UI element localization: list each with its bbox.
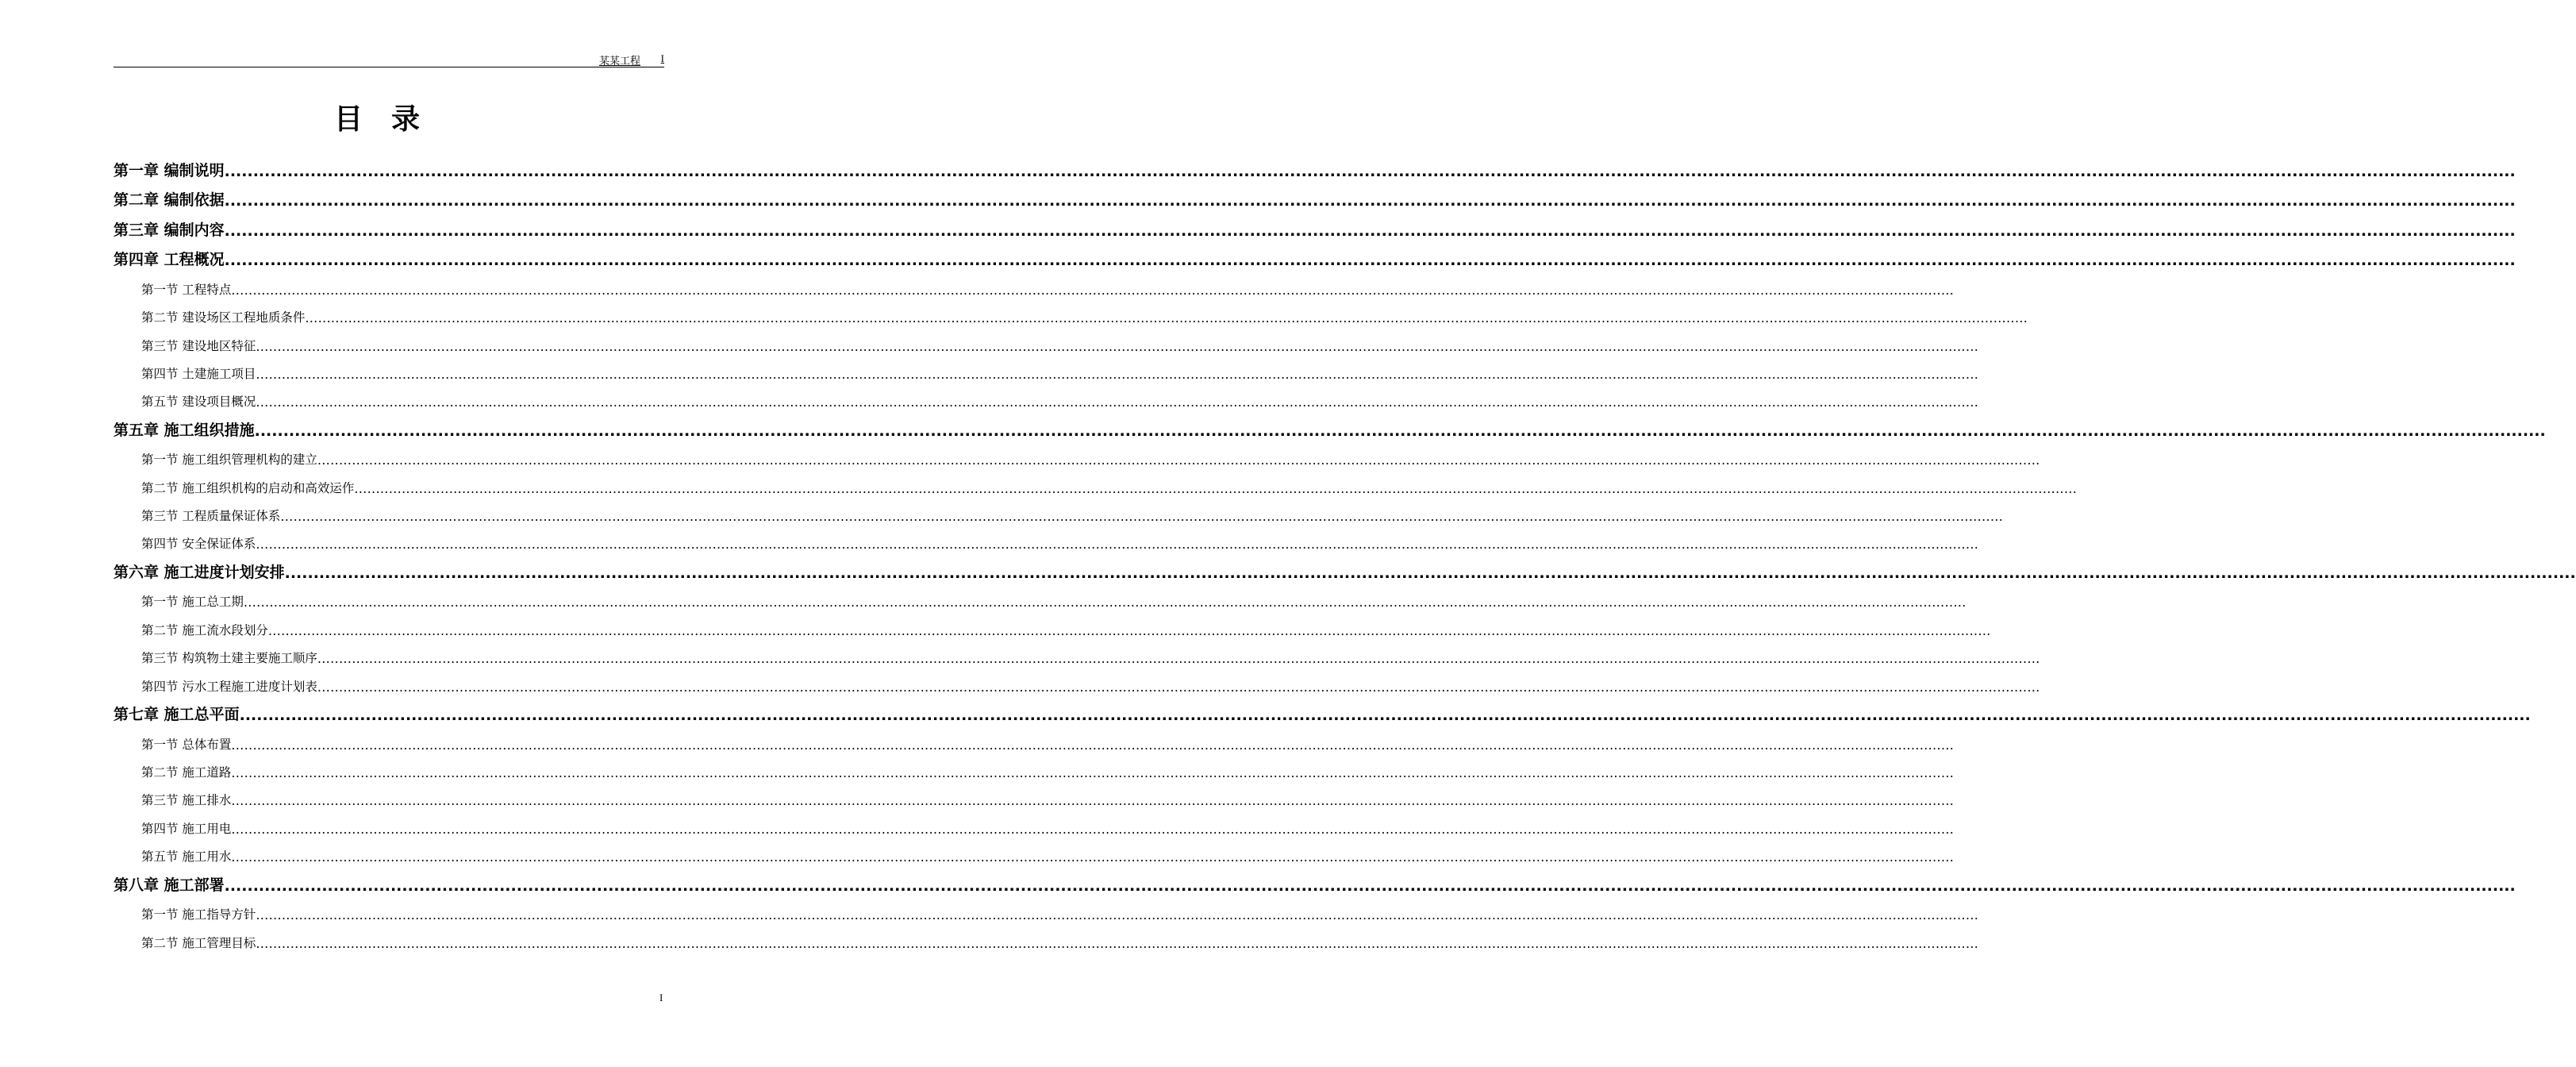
toc-dot-leader: ................................................................................................................................................................................................................................................................................................................................................................................................................ [224,162,2516,180]
toc-entry-label: 第五节 施工用水 [141,849,232,865]
toc-section-entry[interactable] [113,355,1979,383]
toc-entry-label: 第四节 安全保证体系 [141,537,256,552]
toc-dot-leader: ................................................................................................................................................................................................................................................................................................................................................................................................................ [256,908,1979,923]
toc-entry-label: 第四章 工程概况 [113,251,225,269]
toc-section-entry[interactable] [113,611,1991,638]
toc-dot-leader: ................................................................................................................................................................................................................................................................................................................................................................................................................ [256,936,1979,951]
toc-dot-leader: ................................................................................................................................................................................................................................................................................................................................................................................................................ [254,422,2546,440]
toc-chapter-entry[interactable] [113,553,2576,583]
toc-dot-leader: ................................................................................................................................................................................................................................................................................................................................................................................................................ [317,652,2040,667]
toc-section-entry[interactable] [113,667,2040,695]
toc-dot-leader: ................................................................................................................................................................................................................................................................................................................................................................................................................ [317,453,2040,468]
toc-entry-label: 第一章 编制说明 [113,161,225,179]
toc-chapter-entry[interactable] [113,210,2516,241]
toc-dot-leader: ................................................................................................................................................................................................................................................................................................................................................................................................................ [305,311,2028,326]
toc-dot-leader: ................................................................................................................................................................................................................................................................................................................................................................................................................ [231,738,1955,753]
toc-entry-label: 第七章 施工总平面 [113,706,240,724]
toc-dot-leader: ................................................................................................................................................................................................................................................................................................................................................................................................................ [224,876,2516,895]
toc-dot-leader: ................................................................................................................................................................................................................................................................................................................................................................................................................ [256,395,1979,410]
toc-section-entry[interactable] [113,299,2028,326]
toc-section-entry[interactable] [113,525,1979,553]
toc-chapter-entry[interactable] [113,181,2516,211]
toc-dot-leader: ................................................................................................................................................................................................................................................................................................................................................................................................................ [280,510,2004,525]
toc-dot-leader: ................................................................................................................................................................................................................................................................................................................................................................................................................ [224,221,2516,240]
toc-dot-leader: ................................................................................................................................................................................................................................................................................................................................................................................................................ [231,850,1955,865]
toc-entry-label: 第六章 施工进度计划安排 [113,564,285,582]
toc-dot-leader: ................................................................................................................................................................................................................................................................................................................................................................................................................ [284,564,2576,583]
toc-dot-leader: ................................................................................................................................................................................................................................................................................................................................................................................................................ [256,537,1979,553]
table-of-contents [113,151,2576,952]
toc-entry-label: 第一节 施工总工期 [141,595,244,610]
toc-section-entry[interactable] [113,468,2078,496]
toc-section-entry[interactable] [113,441,2040,468]
toc-entry-label: 第三节 建设地区特征 [141,338,256,353]
toc-entry-label: 第二节 施工流水段划分 [141,622,268,638]
toc-entry-label: 第一节 施工指导方针 [141,907,256,923]
toc-entry-label: 第三节 构筑物土建主要施工顺序 [141,651,317,666]
toc-entry-label: 第二节 施工组织机构的启动和高效运作 [141,480,355,495]
toc-entry-label: 第四节 土建施工项目 [141,366,256,381]
toc-entry-label: 第八章 施工部署 [113,876,225,894]
toc-section-entry[interactable] [113,639,2040,667]
toc-entry-label: 第四节 施工用电 [141,821,232,836]
toc-chapter-entry[interactable] [113,151,2516,181]
toc-chapter-entry[interactable] [113,865,2516,896]
toc-entry-label: 第五节 建设项目概况 [141,395,256,410]
toc-entry-label: 第二节 施工道路 [141,765,232,780]
toc-dot-leader: ................................................................................................................................................................................................................................................................................................................................................................................................................ [354,481,2078,496]
toc-dot-leader: ................................................................................................................................................................................................................................................................................................................................................................................................................ [239,707,2531,725]
toc-section-entry[interactable] [113,838,1955,865]
toc-section-entry[interactable] [113,326,1979,354]
toc-section-entry[interactable] [113,725,1955,753]
toc-entry-label: 第二节 施工管理目标 [141,935,256,950]
toc-dot-leader: ................................................................................................................................................................................................................................................................................................................................................................................................................ [231,794,1955,809]
toc-entry-label: 第三节 工程质量保证体系 [141,509,281,524]
toc-entry-label: 第一节 总体布置 [141,737,232,752]
toc-entry-label: 第三节 施工排水 [141,793,232,808]
toc-dot-leader: ................................................................................................................................................................................................................................................................................................................................................................................................................ [231,766,1955,781]
toc-entry-label: 第四节 污水工程施工进度计划表 [141,679,317,694]
toc-section-entry[interactable] [113,923,1979,951]
toc-section-entry[interactable] [113,497,2004,525]
toc-entry-label: 第二节 建设场区工程地质条件 [141,310,306,325]
toc-title: 目录 [333,103,448,136]
toc-section-entry[interactable] [113,781,1955,809]
toc-dot-leader: ................................................................................................................................................................................................................................................................................................................................................................................................................ [243,595,1967,611]
toc-entry-label: 第一节 工程特点 [141,282,232,297]
toc-dot-leader: ................................................................................................................................................................................................................................................................................................................................................................................................................ [317,680,2040,695]
toc-section-entry[interactable] [113,753,1955,781]
toc-dot-leader: ................................................................................................................................................................................................................................................................................................................................................................................................................ [231,283,1955,298]
toc-section-entry[interactable] [113,896,1979,923]
toc-chapter-entry[interactable] [113,241,2516,271]
toc-entry-label: 第五章 施工组织措施 [113,421,255,439]
toc-dot-leader: ................................................................................................................................................................................................................................................................................................................................................................................................................ [256,367,1979,382]
toc-section-entry[interactable] [113,583,1967,611]
toc-entry-label: 第一节 施工组织管理机构的建立 [141,453,317,468]
toc-chapter-entry[interactable] [113,695,2531,726]
toc-section-entry[interactable] [113,809,1955,837]
toc-dot-leader: ................................................................................................................................................................................................................................................................................................................................................................................................................ [224,252,2516,270]
toc-chapter-entry[interactable] [113,410,2546,441]
toc-dot-leader: ................................................................................................................................................................................................................................................................................................................................................................................................................ [267,623,1991,638]
toc-section-entry[interactable] [113,270,1955,298]
toc-section-entry[interactable] [113,383,1979,410]
toc-dot-leader: ................................................................................................................................................................................................................................................................................................................................................................................................................ [231,822,1955,837]
toc-entry-label: 第二章 编制依据 [113,191,225,210]
header-page-number: I [660,52,664,64]
toc-entry-label: 第三章 编制内容 [113,221,225,239]
header-title: 某某工程 [598,56,640,67]
toc-dot-leader: ................................................................................................................................................................................................................................................................................................................................................................................................................ [224,192,2516,210]
toc-dot-leader: ................................................................................................................................................................................................................................................................................................................................................................................................................ [256,339,1979,354]
footer-page-number: I [659,992,663,1003]
page-header [113,51,664,67]
